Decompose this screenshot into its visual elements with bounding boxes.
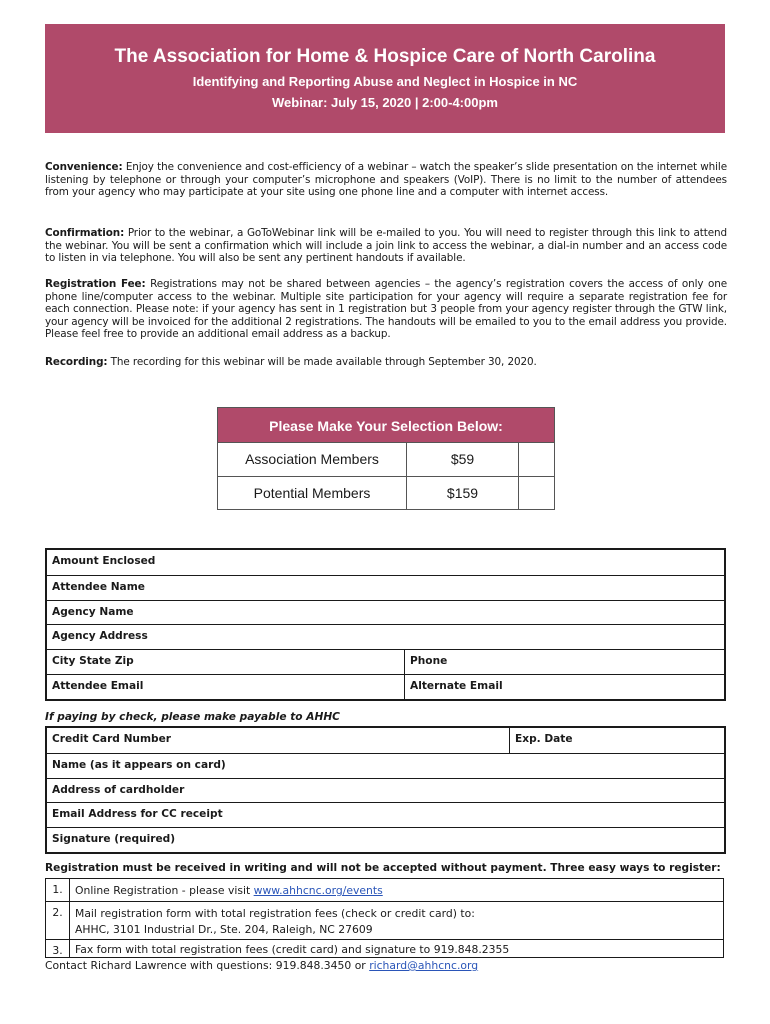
registration-options	[45, 878, 724, 958]
divider	[404, 650, 405, 674]
registration-option-online	[46, 879, 723, 901]
agency-name-field[interactable]	[47, 600, 724, 625]
fee-text: Registrations may not be shared between agencies – the agency’s registration covers the access of only one phone line/computer access to the webinar. Multiple site participation for your agency will require a separate registration fee for each connection. Please note: if your agency has sent in 1 registration but 3 people from your agency register through the GTW link, your agency will be invoiced for the additional 2 registrations. The handouts will be emailed to you to the email address you provide. Please feel free to provide an additional email address as a backup.	[45, 278, 728, 341]
convenience-text: Enjoy the convenience and cost-efficiency of a webinar – watch the speaker’s slide presentation on the internet while listening by telephone or through your computer’s microphone and speakers (VoIP). There is no limit to the number of attendees from your agency who may participate at your site using one phone line and a computer with internet access.	[45, 161, 727, 199]
online-text: Online Registration - please visit	[75, 884, 254, 897]
fax-text: Fax form with total registration fees (credit card) and signature to 919.848.2355	[75, 943, 510, 956]
email-row[interactable]	[47, 674, 724, 699]
contact-text: Contact Richard Lawrence with questions: 919.848.3450 or	[45, 959, 370, 972]
option-label: Association Members	[218, 443, 407, 476]
selection-row-association	[218, 442, 554, 476]
selection-header: Please Make Your Selection Below:	[218, 408, 554, 442]
field-label: Amount Enclosed	[52, 555, 156, 567]
confirmation-label: Confirmation:	[45, 227, 125, 239]
amount-field[interactable]	[47, 550, 724, 575]
option-price: $159	[407, 477, 519, 510]
option-text	[75, 883, 383, 899]
option-checkbox[interactable]	[519, 477, 554, 510]
option-checkbox[interactable]	[519, 443, 554, 476]
mail-text: Mail registration form with total registration fees (check or credit card) to:	[75, 907, 475, 920]
option-number: 1.	[46, 879, 70, 901]
mail-address: AHHC, 3101 Industrial Dr., Ste. 204, Raleigh, NC 27609	[75, 923, 373, 936]
field-label: Email Address for CC receipt	[52, 808, 223, 821]
card-number-row[interactable]	[47, 728, 724, 753]
option-price: $59	[407, 443, 519, 476]
option-label: Potential Members	[218, 477, 407, 510]
signature-field[interactable]	[47, 827, 724, 852]
field-label: Attendee Email	[52, 679, 144, 692]
field-label: Credit Card Number	[52, 733, 172, 745]
attendee-form	[45, 548, 726, 701]
confirmation-paragraph	[45, 227, 727, 265]
field-label: Agency Name	[52, 605, 134, 618]
agency-address-field[interactable]	[47, 624, 724, 649]
payment-form	[45, 726, 726, 854]
field-label: Agency Address	[52, 630, 148, 643]
registration-option-fax	[46, 939, 723, 957]
option-number: 2.	[46, 902, 70, 939]
page-title: The Association for Home & Hospice Care of North Carolina	[114, 46, 656, 67]
attendee-name-field[interactable]	[47, 575, 724, 600]
convenience-paragraph	[45, 161, 727, 199]
registration-option-mail	[46, 901, 723, 939]
field-label: City State Zip	[52, 655, 134, 668]
field-label: Exp. Date	[515, 733, 573, 745]
field-label: Phone	[410, 655, 448, 668]
recording-paragraph	[45, 356, 727, 369]
registration-title: Registration must be received in writing and will not be accepted without payment. Three easy ways to register:	[45, 862, 721, 874]
divider	[404, 675, 405, 699]
contact-email-link[interactable]: richard@ahhcnc.org	[369, 959, 479, 972]
selection-table	[217, 407, 555, 510]
convenience-label: Convenience:	[45, 161, 123, 173]
field-label: Address of cardholder	[52, 783, 185, 796]
divider	[509, 728, 510, 753]
confirmation-text: Prior to the webinar, a GoToWebinar link will be e-mailed to you. You will need to register through this link to attend the webinar. You will be sent a confirmation which will include a join link to access the webinar, a dial-in number and an access code to listen in via telephone. You will also be sent any pertinent handouts if available.	[45, 227, 728, 265]
card-name-field[interactable]	[47, 753, 724, 778]
option-number: 3.	[46, 940, 70, 957]
check-payable-note: If paying by check, please make payable to AHHC	[45, 711, 340, 723]
cc-email-field[interactable]	[47, 802, 724, 827]
field-label: Attendee Name	[52, 580, 145, 593]
page-subtitle: Identifying and Reporting Abuse and Neglect in Hospice in NC	[192, 74, 578, 89]
events-link[interactable]: www.ahhcnc.org/events	[253, 884, 383, 897]
header-banner	[45, 24, 725, 133]
selection-row-potential	[218, 476, 554, 510]
fee-label: Registration Fee:	[45, 278, 146, 290]
option-text	[75, 906, 475, 938]
webinar-date: Webinar: July 15, 2020 | 2:00-4:00pm	[272, 95, 498, 110]
field-label: Signature (required)	[52, 833, 176, 846]
city-phone-row[interactable]	[47, 649, 724, 674]
card-address-field[interactable]	[47, 778, 724, 803]
recording-text: The recording for this webinar will be made available through September 30, 2020.	[110, 356, 537, 368]
recording-label: Recording:	[45, 356, 108, 368]
field-label: Name (as it appears on card)	[52, 758, 226, 771]
fee-paragraph	[45, 278, 727, 341]
contact-line	[45, 959, 478, 972]
field-label: Alternate Email	[410, 679, 503, 692]
